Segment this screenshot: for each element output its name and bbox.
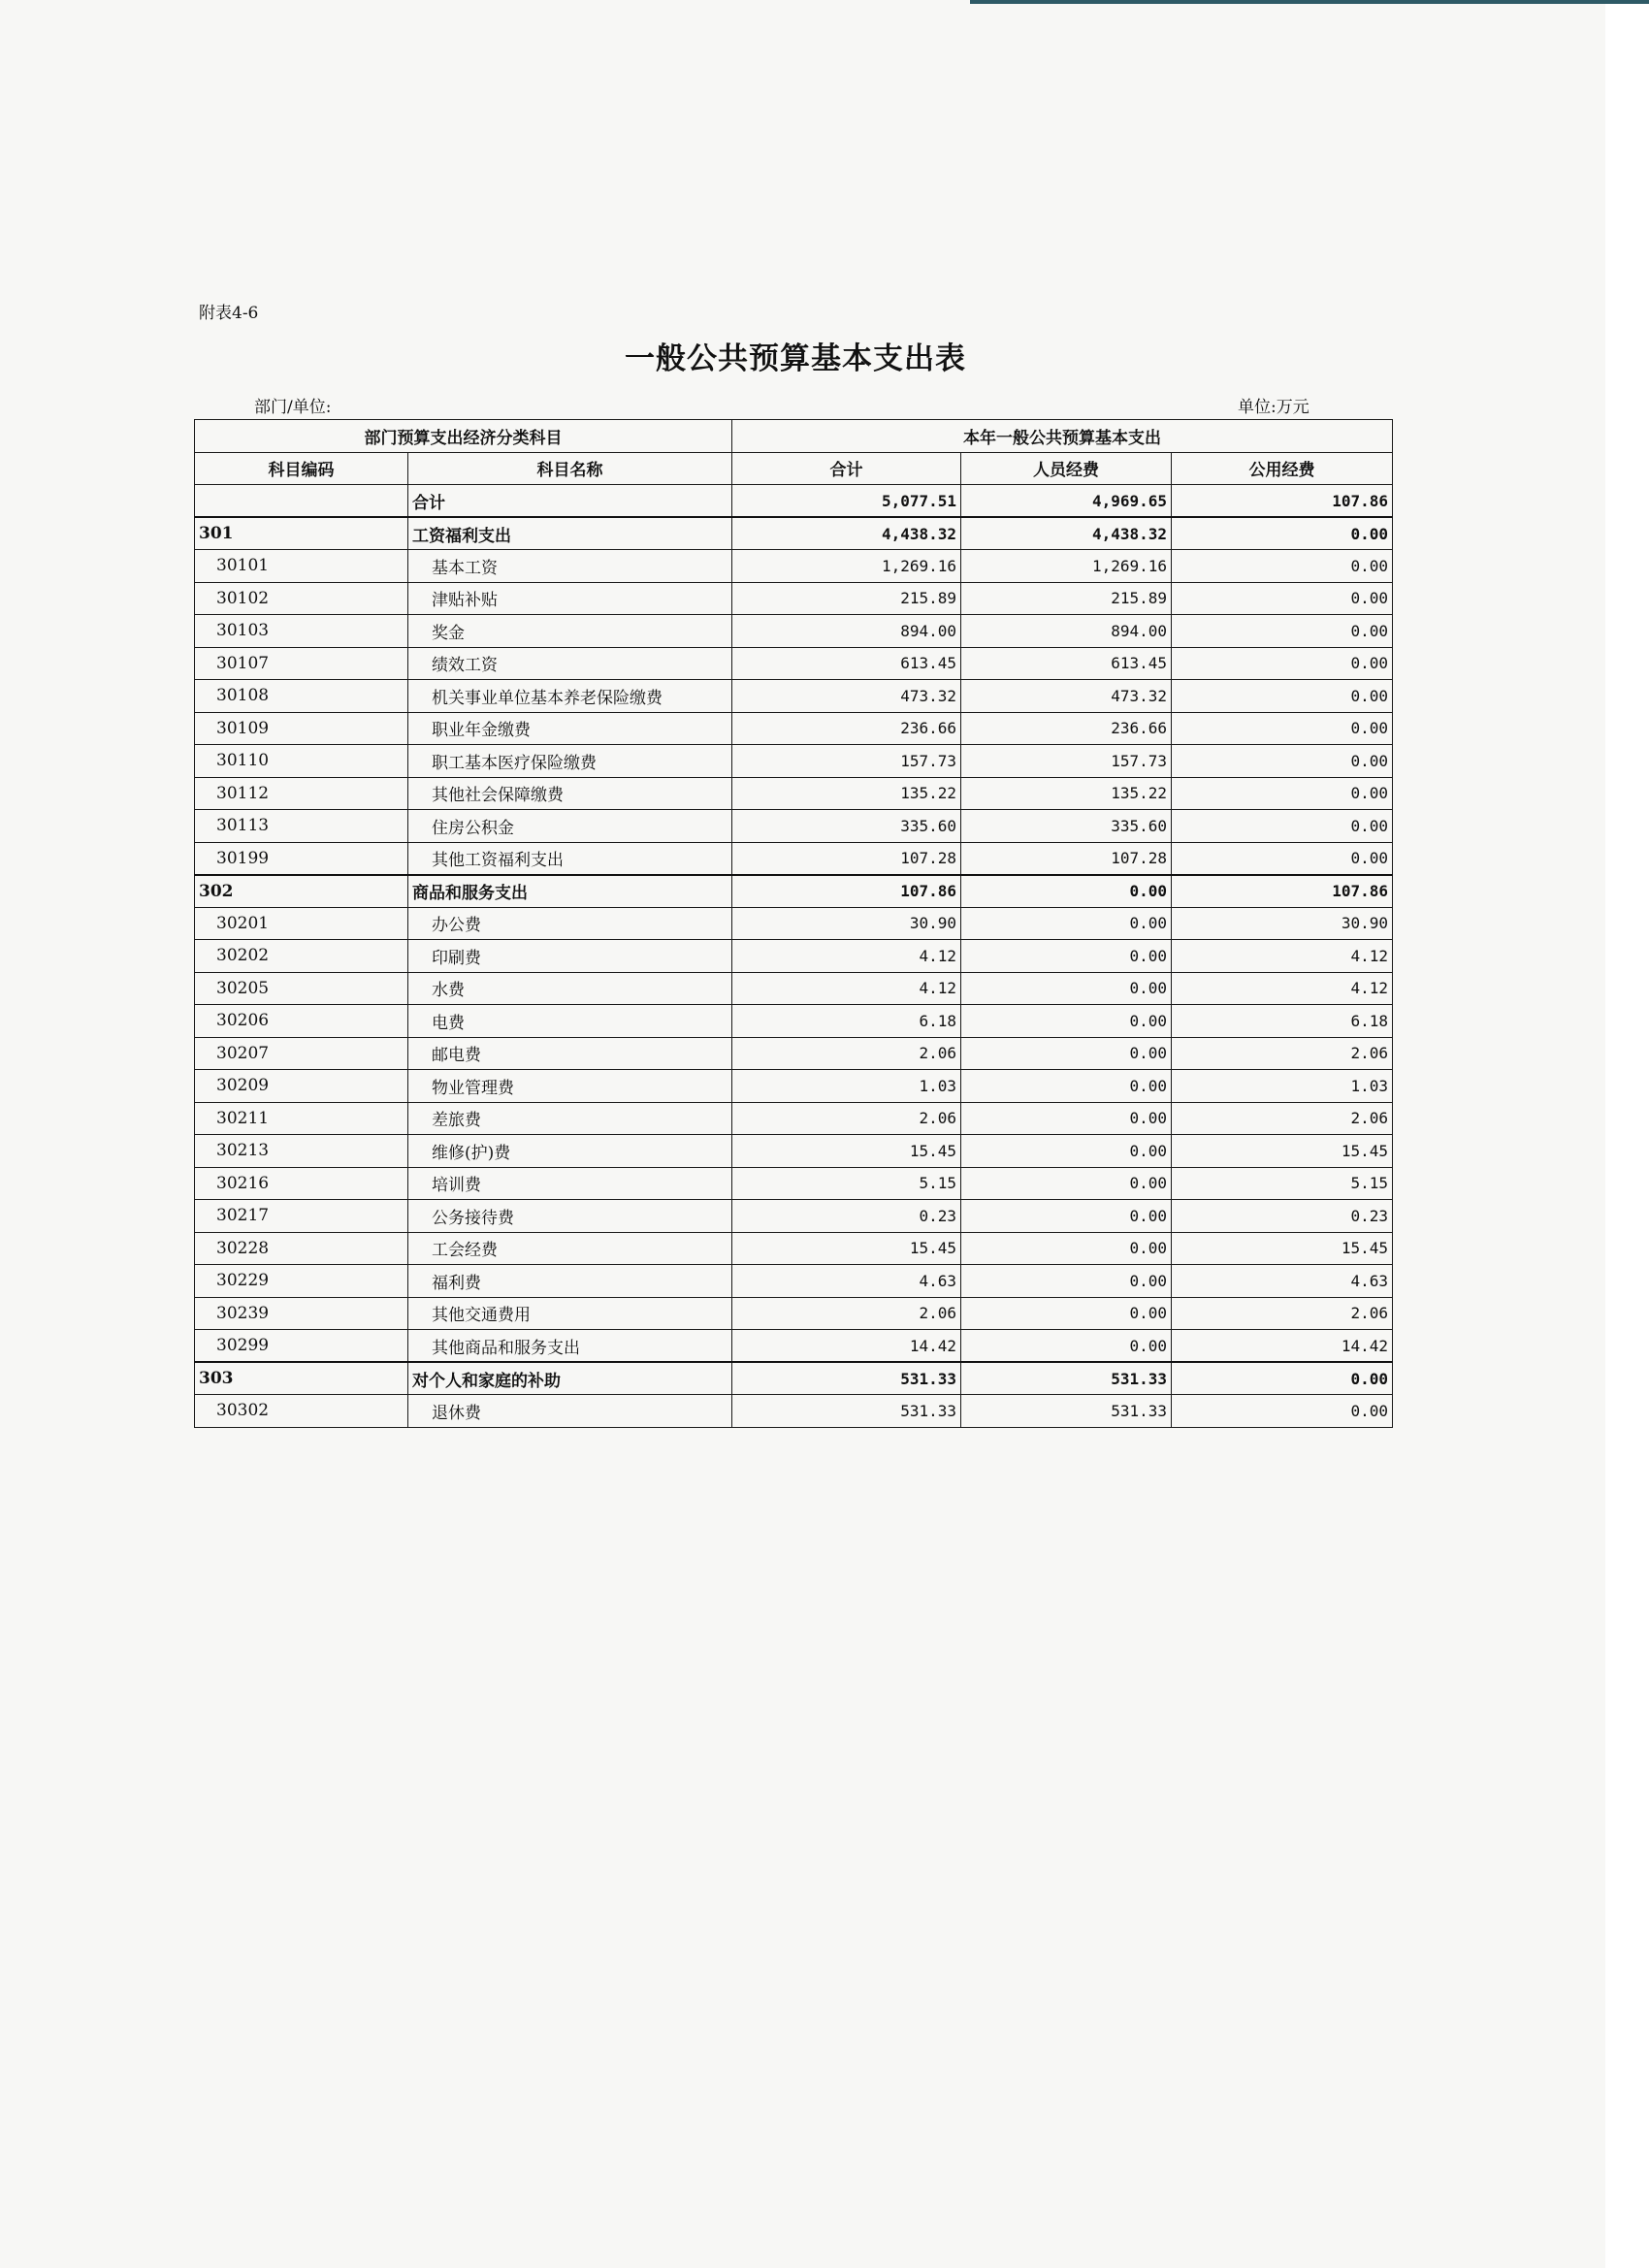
cell-code bbox=[195, 485, 408, 518]
cell-total: 107.86 bbox=[732, 875, 961, 908]
cell-code: 301 bbox=[195, 517, 408, 550]
cell-name: 培训费 bbox=[408, 1167, 732, 1200]
category-row bbox=[195, 875, 1393, 908]
cell-name: 其他交通费用 bbox=[408, 1297, 732, 1330]
cell-total: 894.00 bbox=[732, 615, 961, 648]
cell-personnel: 1,269.16 bbox=[961, 550, 1172, 583]
cell-code: 30302 bbox=[195, 1395, 408, 1428]
cell-name: 工会经费 bbox=[408, 1232, 732, 1265]
cell-name: 商品和服务支出 bbox=[408, 875, 732, 908]
appendix-label: 附表4-6 bbox=[199, 304, 259, 323]
cell-code: 30103 bbox=[195, 615, 408, 648]
cell-total: 2.06 bbox=[732, 1037, 961, 1070]
table-row bbox=[195, 680, 1393, 713]
table-row bbox=[195, 972, 1393, 1005]
category-row bbox=[195, 1362, 1393, 1395]
cell-name: 维修(护)费 bbox=[408, 1135, 732, 1168]
table-row bbox=[195, 1232, 1393, 1265]
cell-public: 0.00 bbox=[1172, 712, 1393, 745]
cell-code: 30207 bbox=[195, 1037, 408, 1070]
cell-name: 住房公积金 bbox=[408, 810, 732, 843]
cell-total: 15.45 bbox=[732, 1232, 961, 1265]
cell-total: 157.73 bbox=[732, 745, 961, 778]
cell-public: 0.00 bbox=[1172, 680, 1393, 713]
cell-name: 职工基本医疗保险缴费 bbox=[408, 745, 732, 778]
cell-public: 2.06 bbox=[1172, 1102, 1393, 1135]
cell-personnel: 0.00 bbox=[961, 1167, 1172, 1200]
cell-total: 5.15 bbox=[732, 1167, 961, 1200]
cell-code: 30110 bbox=[195, 745, 408, 778]
cell-name: 基本工资 bbox=[408, 550, 732, 583]
cell-personnel: 335.60 bbox=[961, 810, 1172, 843]
column-header-public: 公用经费 bbox=[1172, 452, 1393, 485]
cell-personnel: 473.32 bbox=[961, 680, 1172, 713]
column-header-code: 科目编码 bbox=[195, 452, 408, 485]
cell-code: 30213 bbox=[195, 1135, 408, 1168]
cell-public: 0.00 bbox=[1172, 647, 1393, 680]
cell-personnel: 0.00 bbox=[961, 1200, 1172, 1233]
cell-name: 机关事业单位基本养老保险缴费 bbox=[408, 680, 732, 713]
cell-total: 4.12 bbox=[732, 972, 961, 1005]
table-row bbox=[195, 1330, 1393, 1363]
table-row bbox=[195, 1167, 1393, 1200]
cell-total: 613.45 bbox=[732, 647, 961, 680]
cell-public: 0.23 bbox=[1172, 1200, 1393, 1233]
cell-public: 0.00 bbox=[1172, 582, 1393, 615]
cell-personnel: 0.00 bbox=[961, 940, 1172, 973]
cell-total: 135.22 bbox=[732, 777, 961, 810]
table-row bbox=[195, 550, 1393, 583]
cell-personnel: 157.73 bbox=[961, 745, 1172, 778]
cell-code: 30112 bbox=[195, 777, 408, 810]
cell-total: 30.90 bbox=[732, 907, 961, 940]
cell-total: 0.23 bbox=[732, 1200, 961, 1233]
cell-name: 工资福利支出 bbox=[408, 517, 732, 550]
group-header-row bbox=[195, 420, 1393, 453]
budget-table-body bbox=[195, 485, 1393, 1428]
cell-personnel: 236.66 bbox=[961, 712, 1172, 745]
cell-code: 303 bbox=[195, 1362, 408, 1395]
cell-public: 0.00 bbox=[1172, 615, 1393, 648]
table-row bbox=[195, 745, 1393, 778]
cell-personnel: 0.00 bbox=[961, 1265, 1172, 1298]
cell-public: 4.63 bbox=[1172, 1265, 1393, 1298]
category-row bbox=[195, 517, 1393, 550]
cell-public: 30.90 bbox=[1172, 907, 1393, 940]
cell-public: 15.45 bbox=[1172, 1135, 1393, 1168]
scan-top-strip bbox=[970, 0, 1649, 4]
cell-name: 办公费 bbox=[408, 907, 732, 940]
cell-public: 5.15 bbox=[1172, 1167, 1393, 1200]
cell-name: 退休费 bbox=[408, 1395, 732, 1428]
table-row bbox=[195, 647, 1393, 680]
cell-total: 531.33 bbox=[732, 1362, 961, 1395]
page-title: 一般公共预算基本支出表 bbox=[625, 341, 966, 376]
table-row bbox=[195, 1005, 1393, 1038]
cell-total: 107.28 bbox=[732, 842, 961, 875]
cell-personnel: 0.00 bbox=[961, 907, 1172, 940]
cell-code: 30101 bbox=[195, 550, 408, 583]
cell-total: 215.89 bbox=[732, 582, 961, 615]
cell-public: 15.45 bbox=[1172, 1232, 1393, 1265]
table-row bbox=[195, 712, 1393, 745]
table-row bbox=[195, 615, 1393, 648]
cell-code: 30202 bbox=[195, 940, 408, 973]
table-row bbox=[195, 1135, 1393, 1168]
cell-name: 福利费 bbox=[408, 1265, 732, 1298]
cell-code: 30299 bbox=[195, 1330, 408, 1363]
cell-total: 236.66 bbox=[732, 712, 961, 745]
cell-code: 30102 bbox=[195, 582, 408, 615]
cell-personnel: 0.00 bbox=[961, 972, 1172, 1005]
cell-name: 印刷费 bbox=[408, 940, 732, 973]
cell-personnel: 0.00 bbox=[961, 1330, 1172, 1363]
cell-personnel: 135.22 bbox=[961, 777, 1172, 810]
cell-total: 2.06 bbox=[732, 1102, 961, 1135]
cell-code: 302 bbox=[195, 875, 408, 908]
cell-name: 邮电费 bbox=[408, 1037, 732, 1070]
cell-code: 30199 bbox=[195, 842, 408, 875]
cell-public: 14.42 bbox=[1172, 1330, 1393, 1363]
table-row bbox=[195, 1070, 1393, 1103]
cell-total: 1,269.16 bbox=[732, 550, 961, 583]
cell-public: 0.00 bbox=[1172, 517, 1393, 550]
cell-personnel: 4,438.32 bbox=[961, 517, 1172, 550]
column-header-personnel: 人员经费 bbox=[961, 452, 1172, 485]
cell-personnel: 0.00 bbox=[961, 1005, 1172, 1038]
column-header-name: 科目名称 bbox=[408, 452, 732, 485]
cell-personnel: 0.00 bbox=[961, 875, 1172, 908]
cell-public: 0.00 bbox=[1172, 777, 1393, 810]
cell-code: 30209 bbox=[195, 1070, 408, 1103]
total-row bbox=[195, 485, 1393, 518]
table-row bbox=[195, 1297, 1393, 1330]
cell-name: 电费 bbox=[408, 1005, 732, 1038]
cell-total: 473.32 bbox=[732, 680, 961, 713]
cell-public: 2.06 bbox=[1172, 1297, 1393, 1330]
cell-public: 0.00 bbox=[1172, 810, 1393, 843]
cell-total: 1.03 bbox=[732, 1070, 961, 1103]
column-header-total: 合计 bbox=[732, 452, 961, 485]
table-row bbox=[195, 1037, 1393, 1070]
budget-table bbox=[194, 419, 1393, 1428]
cell-personnel: 0.00 bbox=[961, 1135, 1172, 1168]
cell-personnel: 531.33 bbox=[961, 1362, 1172, 1395]
group-header-classification: 部门预算支出经济分类科目 bbox=[195, 420, 732, 453]
page-edge bbox=[1605, 0, 1649, 2268]
cell-name: 奖金 bbox=[408, 615, 732, 648]
cell-code: 30113 bbox=[195, 810, 408, 843]
cell-code: 30216 bbox=[195, 1167, 408, 1200]
table-row bbox=[195, 907, 1393, 940]
cell-total: 15.45 bbox=[732, 1135, 961, 1168]
cell-public: 4.12 bbox=[1172, 940, 1393, 973]
cell-personnel: 531.33 bbox=[961, 1395, 1172, 1428]
cell-name: 其他工资福利支出 bbox=[408, 842, 732, 875]
cell-personnel: 894.00 bbox=[961, 615, 1172, 648]
cell-code: 30108 bbox=[195, 680, 408, 713]
cell-total: 4.12 bbox=[732, 940, 961, 973]
cell-public: 107.86 bbox=[1172, 485, 1393, 518]
cell-public: 4.12 bbox=[1172, 972, 1393, 1005]
department-label: 部门/单位: bbox=[254, 398, 332, 417]
cell-personnel: 0.00 bbox=[961, 1297, 1172, 1330]
cell-public: 0.00 bbox=[1172, 1395, 1393, 1428]
unit-label: 单位:万元 bbox=[1238, 398, 1310, 417]
cell-personnel: 613.45 bbox=[961, 647, 1172, 680]
cell-name: 其他社会保障缴费 bbox=[408, 777, 732, 810]
cell-name: 其他商品和服务支出 bbox=[408, 1330, 732, 1363]
table-row bbox=[195, 1395, 1393, 1428]
cell-personnel: 215.89 bbox=[961, 582, 1172, 615]
table-row bbox=[195, 1200, 1393, 1233]
table-row bbox=[195, 810, 1393, 843]
cell-total: 2.06 bbox=[732, 1297, 961, 1330]
cell-total: 4,438.32 bbox=[732, 517, 961, 550]
cell-public: 107.86 bbox=[1172, 875, 1393, 908]
cell-name: 职业年金缴费 bbox=[408, 712, 732, 745]
cell-personnel: 0.00 bbox=[961, 1232, 1172, 1265]
table-row bbox=[195, 1102, 1393, 1135]
table-row bbox=[195, 842, 1393, 875]
cell-code: 30109 bbox=[195, 712, 408, 745]
cell-code: 30217 bbox=[195, 1200, 408, 1233]
cell-name: 津贴补贴 bbox=[408, 582, 732, 615]
cell-code: 30239 bbox=[195, 1297, 408, 1330]
cell-name: 水费 bbox=[408, 972, 732, 1005]
cell-total: 335.60 bbox=[732, 810, 961, 843]
cell-public: 0.00 bbox=[1172, 745, 1393, 778]
cell-personnel: 0.00 bbox=[961, 1070, 1172, 1103]
cell-name: 合计 bbox=[408, 485, 732, 518]
table-row bbox=[195, 1265, 1393, 1298]
cell-code: 30228 bbox=[195, 1232, 408, 1265]
cell-public: 1.03 bbox=[1172, 1070, 1393, 1103]
cell-personnel: 0.00 bbox=[961, 1102, 1172, 1135]
cell-name: 对个人和家庭的补助 bbox=[408, 1362, 732, 1395]
cell-public: 0.00 bbox=[1172, 1362, 1393, 1395]
cell-code: 30205 bbox=[195, 972, 408, 1005]
cell-public: 0.00 bbox=[1172, 550, 1393, 583]
cell-code: 30211 bbox=[195, 1102, 408, 1135]
cell-code: 30201 bbox=[195, 907, 408, 940]
table-row bbox=[195, 582, 1393, 615]
cell-public: 6.18 bbox=[1172, 1005, 1393, 1038]
cell-code: 30107 bbox=[195, 647, 408, 680]
table-row bbox=[195, 777, 1393, 810]
group-header-expenditure: 本年一般公共预算基本支出 bbox=[732, 420, 1393, 453]
cell-total: 14.42 bbox=[732, 1330, 961, 1363]
cell-code: 30229 bbox=[195, 1265, 408, 1298]
cell-public: 2.06 bbox=[1172, 1037, 1393, 1070]
cell-code: 30206 bbox=[195, 1005, 408, 1038]
cell-total: 531.33 bbox=[732, 1395, 961, 1428]
cell-personnel: 0.00 bbox=[961, 1037, 1172, 1070]
table-row bbox=[195, 940, 1393, 973]
cell-total: 6.18 bbox=[732, 1005, 961, 1038]
column-header-row bbox=[195, 452, 1393, 485]
cell-personnel: 107.28 bbox=[961, 842, 1172, 875]
cell-name: 差旅费 bbox=[408, 1102, 732, 1135]
cell-name: 物业管理费 bbox=[408, 1070, 732, 1103]
cell-name: 绩效工资 bbox=[408, 647, 732, 680]
cell-name: 公务接待费 bbox=[408, 1200, 732, 1233]
cell-total: 5,077.51 bbox=[732, 485, 961, 518]
cell-total: 4.63 bbox=[732, 1265, 961, 1298]
cell-personnel: 4,969.65 bbox=[961, 485, 1172, 518]
cell-public: 0.00 bbox=[1172, 842, 1393, 875]
